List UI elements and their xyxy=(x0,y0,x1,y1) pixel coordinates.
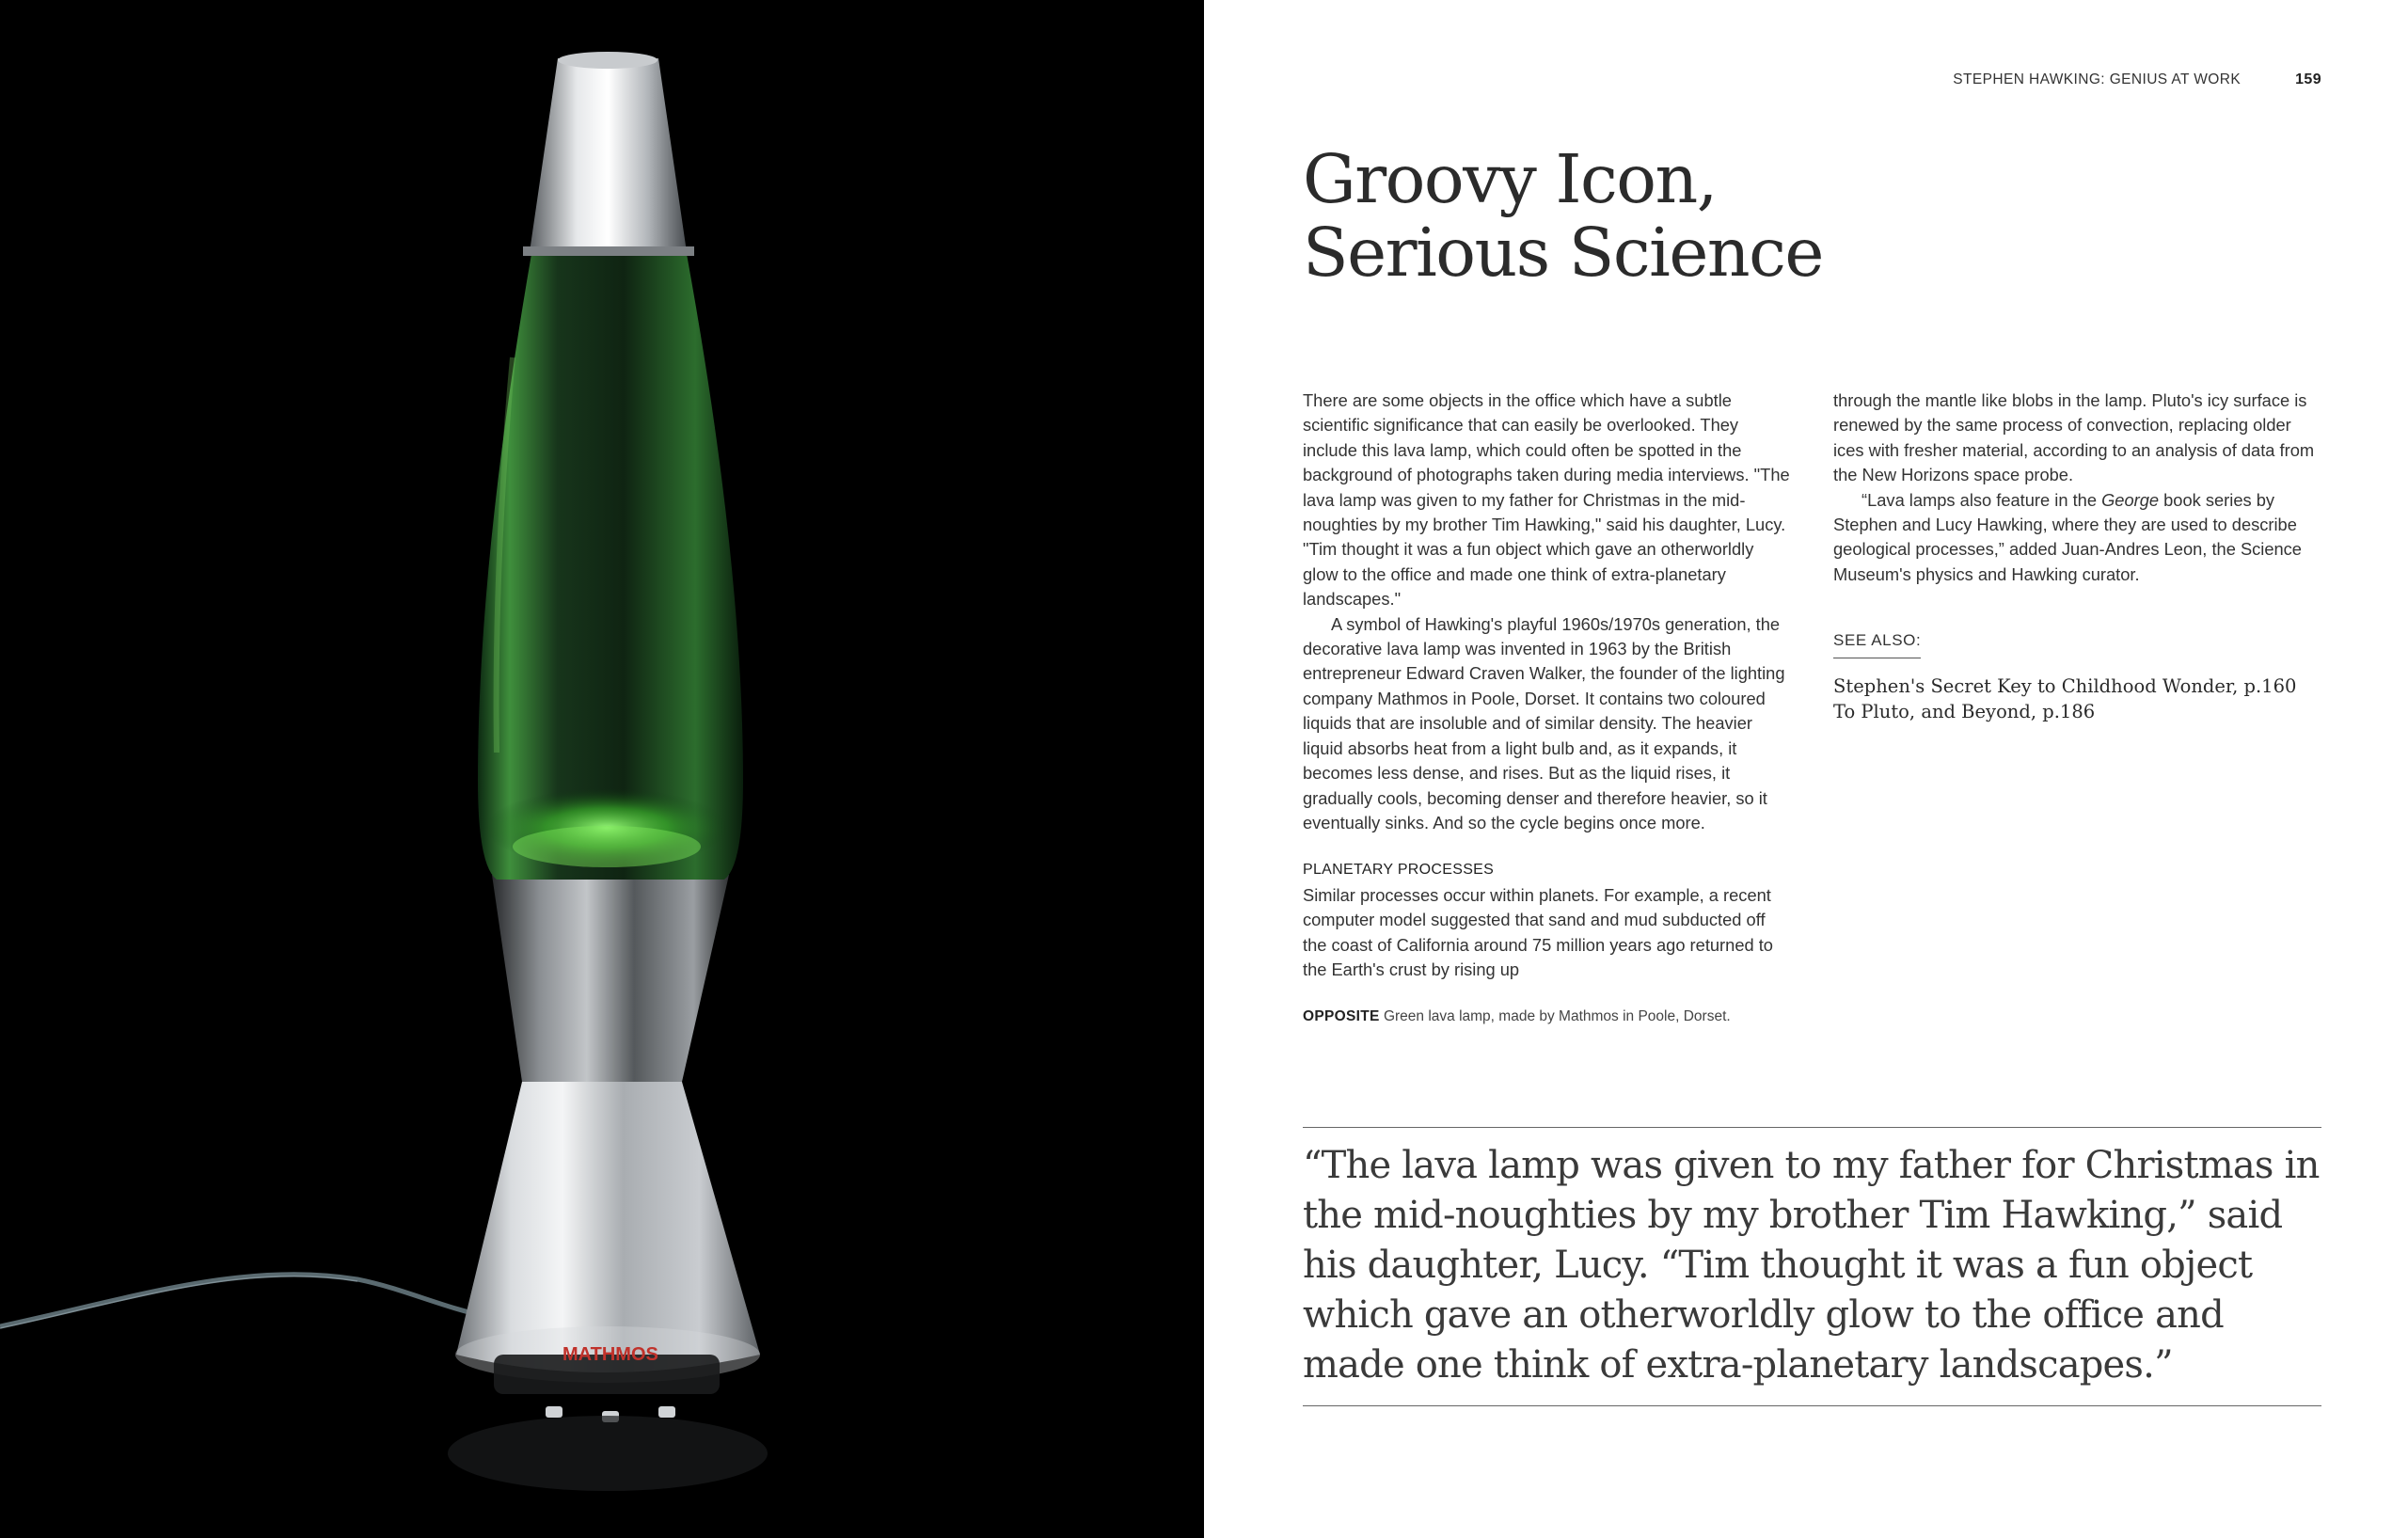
column-1 xyxy=(1303,388,1791,1030)
page-number: 159 xyxy=(2295,71,2321,87)
see-also-link[interactable]: To Pluto, and Beyond, p.186 xyxy=(1833,700,2096,722)
caption-label: OPPOSITE xyxy=(1303,1008,1380,1025)
see-also-link[interactable]: Stephen's Secret Key to Childhood Wonder, p.160 xyxy=(1833,674,2297,697)
see-also-label: SEE ALSO: xyxy=(1833,628,1921,658)
brand-logo: MATHMOS xyxy=(562,1344,658,1365)
paragraph-5-end: book series by Stephen and Lucy Hawking, where they are used to describe geological processes,” added Juan-Andres Leon, the Science Museum's physics and Hawking curator. xyxy=(1833,489,2302,584)
pull-quote-text: “The lava lamp was given to my father for Christmas in the mid-noughties by my brother Tim Hawking,” said his daughter, Lucy. “Tim thought it was a fun object which gave an otherworldly glow to the office and made one think of extra-planetary landscapes.” xyxy=(1303,1144,2320,1387)
body-columns xyxy=(1303,388,2321,1030)
book-series-title: George xyxy=(2101,489,2160,510)
subhead-planetary-processes: PLANETARY PROCESSES xyxy=(1303,862,1495,879)
photo-caption xyxy=(1303,1005,1791,1029)
text-page xyxy=(1204,0,2408,1538)
paragraph-4: through the mantle like blobs in the lamp. Pluto's icy surface is renewed by the same process of convection, replacing older ices with fresher material, according to an analysis of data from the New Horizons space probe. xyxy=(1833,390,2315,485)
running-head xyxy=(1953,71,2321,88)
pull-quote xyxy=(1303,1127,2321,1406)
paragraph-1: There are some objects in the office which have a subtle scientific significance that can easily be overlooked. They include this lava lamp, which could often be spotted in the background of photographs taken during media interviews. "The lava lamp was given to my father for Christmas in the mid-noughties by my brother Tim Hawking," said his daughter, Lucy. "Tim thought it was a fun object which gave an otherworldly glow to the office and made one think of extra-planetary landscapes." xyxy=(1303,390,1790,610)
paragraph-5-start: “Lava lamps also feature in the xyxy=(1861,489,2102,510)
paragraph-3: Similar processes occur within planets. For example, a recent computer model suggested that sand and mud subducted off the coast of California around 75 million years ago returned to the Earth's crust by rising up xyxy=(1303,884,1773,979)
column-2 xyxy=(1833,388,2321,1030)
chapter-title xyxy=(1303,140,2055,292)
title-line-1: Groovy Icon, xyxy=(1303,140,1717,218)
paragraph-2: A symbol of Hawking's playful 1960s/1970s generation, the decorative lava lamp was invented in 1963 by the British entrepreneur Edward Craven Walker, the founder of the lighting company Mathmos in Poole, Dorset. It contains two coloured liquids that are insoluble and of similar density. The heavier liquid absorbs heat from a light bulb and, as it expands, it becomes less dense, and rises. But as the liquid rises, it gradually cools, becoming denser and therefore heavier, so it eventually sinks. And so the cycle begins once more. xyxy=(1303,613,1785,832)
see-also-list xyxy=(1833,674,2321,724)
running-head-section: STEPHEN HAWKING: GENIUS AT WORK xyxy=(1953,71,2242,87)
paragraph-5 xyxy=(1833,488,2321,588)
caption-text: Green lava lamp, made by Mathmos in Poole, Dorset. xyxy=(1383,1008,1731,1025)
title-line-2: Serious Science xyxy=(1303,214,1823,292)
